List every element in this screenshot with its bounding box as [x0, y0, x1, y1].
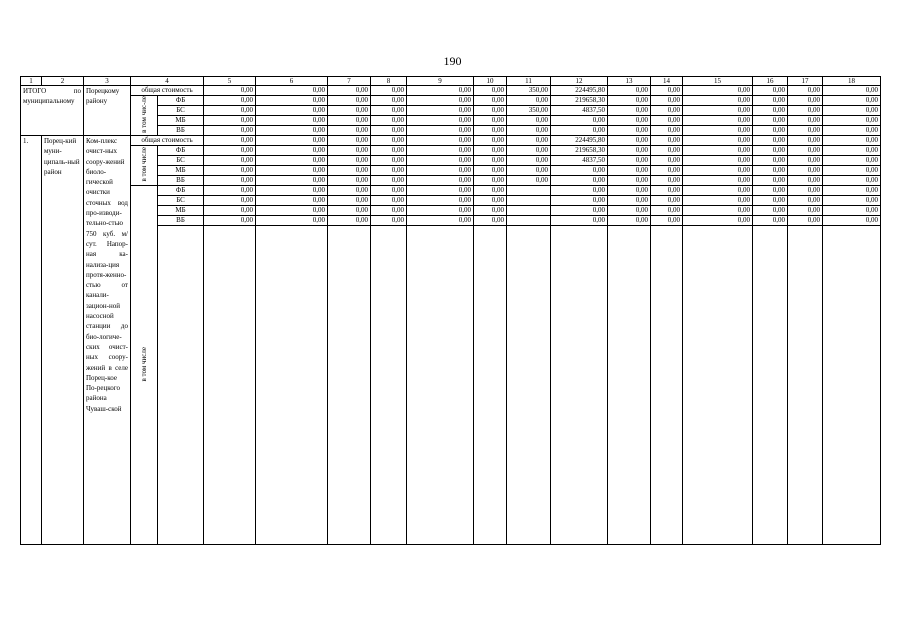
table-cell-value: 0,00 [474, 86, 507, 96]
table-cell-value: 0,00 [608, 106, 651, 116]
table-cell-value: 0,00 [608, 176, 651, 186]
table-cell-value: 0,00 [823, 166, 881, 176]
type-label: общая стоимость [131, 136, 204, 146]
table-cell-value: 0,00 [788, 146, 823, 156]
table-cell-value: 0,00 [608, 196, 651, 206]
type-label: общая стоимость [131, 86, 204, 96]
table-cell-value: 0,00 [204, 206, 256, 216]
table-cell-value: 0,00 [328, 206, 371, 216]
table-cell-value: 0,00 [474, 216, 507, 226]
table-cell-value: 0,00 [204, 216, 256, 226]
table-cell-value: 0,00 [823, 186, 881, 196]
table-cell-value: 0,00 [507, 156, 551, 166]
blank-cell [551, 226, 608, 545]
blank-cell [507, 226, 551, 545]
incl-label-text: в том чис-ле [139, 96, 148, 133]
blank-cell [823, 226, 881, 545]
table-cell-value: 0,00 [474, 136, 507, 146]
table-cell-value: 0,00 [474, 206, 507, 216]
table-cell-value: 0,00 [788, 166, 823, 176]
table-cell-value: 0,00 [683, 166, 753, 176]
table-cell-value: 0,00 [683, 206, 753, 216]
table-cell-value: 0,00 [328, 106, 371, 116]
table-cell-value: 0,00 [328, 186, 371, 196]
table-cell-value: 0,00 [823, 136, 881, 146]
table-row [21, 146, 881, 156]
table-cell-value: 0,00 [651, 116, 683, 126]
table-cell-value: 0,00 [788, 206, 823, 216]
blank-cell [328, 226, 371, 545]
table-cell-value: 0,00 [371, 206, 407, 216]
table-cell-value: 0,00 [683, 96, 753, 106]
table-cell-value: 0,00 [608, 146, 651, 156]
table-cell-value: 0,00 [823, 106, 881, 116]
table-cell-value: 0,00 [651, 126, 683, 136]
table-cell-value: 0,00 [651, 96, 683, 106]
table-cell-value: 0,00 [474, 176, 507, 186]
table-cell-value: 0,00 [256, 146, 328, 156]
table-cell-value: 0,00 [204, 116, 256, 126]
table-cell-value: 0,00 [407, 216, 474, 226]
table-cell-value: 4837,50 [551, 106, 608, 116]
table-cell-value: 0,00 [407, 116, 474, 126]
table-cell-value: 0,00 [551, 166, 608, 176]
table-cell-value: 0,00 [823, 196, 881, 206]
source-label: ФБ [158, 96, 204, 106]
table-cell-value: 0,00 [474, 166, 507, 176]
table-cell-value: 0,00 [651, 216, 683, 226]
table-cell-value: 0,00 [823, 126, 881, 136]
column-number: 1 [21, 77, 42, 86]
table-cell-value: 0,00 [507, 146, 551, 156]
table-cell-value: 4837,50 [551, 156, 608, 166]
source-label: БС [158, 196, 204, 206]
table-cell-value: 0,00 [328, 86, 371, 96]
table-cell-value: 0,00 [551, 126, 608, 136]
column-number: 6 [256, 77, 328, 86]
total-label-district: Порецкому району [84, 86, 131, 136]
table-cell-value: 0,00 [407, 106, 474, 116]
table-cell-value: 0,00 [823, 216, 881, 226]
table-cell-value: 0,00 [507, 126, 551, 136]
table-cell-value: 0,00 [204, 136, 256, 146]
source-label: ФБ [158, 186, 204, 196]
table-cell-value: 0,00 [474, 116, 507, 126]
source-label: БС [158, 156, 204, 166]
table-cell-value: 0,00 [788, 116, 823, 126]
column-number: 13 [608, 77, 651, 86]
table-cell-value: 0,00 [507, 176, 551, 186]
incl-label-text: в том числе [139, 147, 148, 182]
column-number: 14 [651, 77, 683, 86]
source-label: ФБ [158, 146, 204, 156]
table-cell-value: 0,00 [328, 166, 371, 176]
column-number: 2 [42, 77, 84, 86]
table-row [21, 186, 881, 196]
table-cell-value: 0,00 [371, 146, 407, 156]
table-cell-value: 0,00 [407, 146, 474, 156]
table-cell-value: 0,00 [551, 216, 608, 226]
project-description: Ком-плекс очист-ных соору-жений биоло-гической очистки сточных вод про-изводи-тельно-стью 750 куб. м/сут. Напор-ная ка-нализа-ция протя-женно-стью от канали-зацион-ной насосной станции до био-логиче-ских очист-ных соору-жений в селе Порец-кое По-рецкого района Чуваш-ской [84, 136, 131, 545]
table-cell-value: 0,00 [371, 116, 407, 126]
table-cell-value: 0,00 [474, 106, 507, 116]
table-cell-value: 0,00 [788, 216, 823, 226]
column-number: 11 [507, 77, 551, 86]
source-label: ВБ [158, 176, 204, 186]
table-cell-value: 0,00 [204, 156, 256, 166]
table-cell-value: 0,00 [256, 136, 328, 146]
table-cell-value: 0,00 [204, 106, 256, 116]
table-cell-value: 0,00 [204, 96, 256, 106]
table-cell-value: 0,00 [407, 176, 474, 186]
blank-cell [371, 226, 407, 545]
table-cell-value: 0,00 [753, 86, 788, 96]
blank-cell [204, 226, 256, 545]
blank-cell [608, 226, 651, 545]
column-number: 15 [683, 77, 753, 86]
table-cell-value: 0,00 [683, 156, 753, 166]
table-cell-value: 0,00 [256, 186, 328, 196]
blank-cell [651, 226, 683, 545]
table-cell-value: 0,00 [256, 166, 328, 176]
table-cell-value: 0,00 [328, 146, 371, 156]
table-cell-value: 0,00 [753, 106, 788, 116]
table-cell-value: 0,00 [608, 206, 651, 216]
table-cell-value: 0,00 [328, 96, 371, 106]
table-cell-value: 0,00 [788, 136, 823, 146]
table-cell-value: 0,00 [371, 136, 407, 146]
table-cell-value: 0,00 [328, 196, 371, 206]
table-cell-value: 0,00 [204, 126, 256, 136]
table-cell-value: 0,00 [683, 116, 753, 126]
table-cell-value: 0,00 [683, 86, 753, 96]
column-number: 9 [407, 77, 474, 86]
table-cell-value: 0,00 [328, 126, 371, 136]
table-cell-value: 0,00 [474, 126, 507, 136]
table-cell-value: 0,00 [608, 96, 651, 106]
table-cell-value: 0,00 [753, 156, 788, 166]
table-cell-value: 0,00 [407, 156, 474, 166]
total-label: ИТОГО по муниципальному [21, 86, 84, 136]
source-label: МБ [158, 206, 204, 216]
table-cell-value: 0,00 [788, 126, 823, 136]
table-cell-value: 0,00 [371, 96, 407, 106]
table-cell-value: 0,00 [256, 116, 328, 126]
column-number: 12 [551, 77, 608, 86]
blank-cell [474, 226, 507, 545]
table-cell-value: 0,00 [608, 86, 651, 96]
table-cell-value: 0,00 [407, 166, 474, 176]
table-cell-value: 0,00 [753, 176, 788, 186]
table-cell-value: 0,00 [683, 136, 753, 146]
blank-cell [256, 226, 328, 545]
table-cell-value: 0,00 [204, 196, 256, 206]
blank-cell [407, 226, 474, 545]
table-cell-value: 0,00 [823, 116, 881, 126]
table-cell-value: 0,00 [651, 106, 683, 116]
table-cell-value: 0,00 [256, 156, 328, 166]
column-number: 4 [131, 77, 204, 86]
table-row [21, 86, 881, 96]
table-cell-value: 0,00 [823, 96, 881, 106]
table-cell-value: 0,00 [608, 166, 651, 176]
table-cell-value: 0,00 [371, 176, 407, 186]
table-cell-value: 0,00 [256, 216, 328, 226]
table-cell-value: 0,00 [204, 176, 256, 186]
table-cell-value: 219658,30 [551, 146, 608, 156]
column-number: 18 [823, 77, 881, 86]
column-number-row [21, 77, 881, 86]
table-cell-value: 0,00 [823, 206, 881, 216]
row-number: 1. [21, 136, 42, 545]
table-cell-value: 0,00 [651, 146, 683, 156]
table-cell-value: 0,00 [651, 86, 683, 96]
table-cell-value: 0,00 [407, 86, 474, 96]
incl-label [131, 146, 158, 186]
district-name: Порец-кий муни-ципаль-ный район [42, 136, 84, 545]
table-cell-value: 0,00 [407, 196, 474, 206]
source-label: МБ [158, 116, 204, 126]
table-cell-value: 0,00 [474, 96, 507, 106]
table-cell-value: 0,00 [371, 86, 407, 96]
column-number: 7 [328, 77, 371, 86]
table-cell-value: 0,00 [371, 166, 407, 176]
table-cell-value: 0,00 [256, 106, 328, 116]
table-cell-value: 0,00 [823, 146, 881, 156]
table-cell-value: 0,00 [256, 126, 328, 136]
source-label: ВБ [158, 126, 204, 136]
table-row [21, 136, 881, 146]
table-cell-value: 0,00 [371, 196, 407, 206]
table-cell-value: 0,00 [371, 126, 407, 136]
table-cell-value: 0,00 [371, 106, 407, 116]
blank-cell [158, 226, 204, 545]
table-cell-value: 0,00 [551, 116, 608, 126]
table-cell-value: 0,00 [608, 116, 651, 126]
table-cell-value: 219658,30 [551, 96, 608, 106]
table-cell-value: 0,00 [328, 136, 371, 146]
table-cell-value: 0,00 [474, 186, 507, 196]
table-cell-value: 0,00 [474, 196, 507, 206]
table-cell-value: 0,00 [753, 196, 788, 206]
table-cell-value: 0,00 [651, 166, 683, 176]
table-cell-value: 224495,80 [551, 136, 608, 146]
table-cell-value: 0,00 [407, 206, 474, 216]
table-cell-value: 0,00 [788, 156, 823, 166]
incl-label [131, 186, 158, 545]
table-cell-value: 0,00 [651, 206, 683, 216]
table-row [21, 96, 881, 106]
table-cell-value: 0,00 [753, 136, 788, 146]
table-cell-value: 0,00 [788, 106, 823, 116]
column-number: 10 [474, 77, 507, 86]
table-cell-value: 0,00 [753, 96, 788, 106]
table-cell-value: 0,00 [651, 176, 683, 186]
table-cell-value: 0,00 [204, 166, 256, 176]
table-cell-value: 0,00 [551, 196, 608, 206]
table-cell-value: 0,00 [753, 166, 788, 176]
table-cell-value: 0,00 [551, 176, 608, 186]
blank-cell [683, 226, 753, 545]
table-cell-value: 350,00 [507, 106, 551, 116]
table-cell-value: 0,00 [551, 186, 608, 196]
source-label: МБ [158, 166, 204, 176]
table-cell-value: 0,00 [683, 186, 753, 196]
table-cell-value: 0,00 [256, 176, 328, 186]
table-cell-value: 0,00 [474, 146, 507, 156]
column-number: 17 [788, 77, 823, 86]
table-cell-value: 0,00 [474, 156, 507, 166]
table-cell-value: 0,00 [204, 186, 256, 196]
table-cell-value: 0,00 [256, 86, 328, 96]
table-cell-value: 0,00 [256, 196, 328, 206]
table-cell-value [507, 206, 551, 216]
table-cell-value: 0,00 [407, 96, 474, 106]
table-cell-value: 0,00 [371, 156, 407, 166]
table-cell-value: 0,00 [683, 216, 753, 226]
table-cell-value: 0,00 [683, 176, 753, 186]
table-cell-value: 0,00 [788, 86, 823, 96]
table-cell-value: 0,00 [651, 156, 683, 166]
table-cell-value: 0,00 [788, 176, 823, 186]
blank-cell [788, 226, 823, 545]
table-cell-value: 0,00 [204, 146, 256, 156]
table-cell-value: 0,00 [683, 126, 753, 136]
table-cell-value: 0,00 [551, 206, 608, 216]
table-cell-value: 0,00 [507, 96, 551, 106]
table-cell-value: 0,00 [328, 216, 371, 226]
table-cell-value: 0,00 [683, 196, 753, 206]
table-cell-value: 0,00 [507, 116, 551, 126]
table-cell-value: 0,00 [651, 196, 683, 206]
table-cell-value: 0,00 [608, 216, 651, 226]
table-cell-value: 0,00 [256, 96, 328, 106]
table-cell-value: 0,00 [328, 176, 371, 186]
table-cell-value: 0,00 [753, 216, 788, 226]
table-cell-value [507, 216, 551, 226]
table-cell-value: 0,00 [651, 186, 683, 196]
table-cell-value: 0,00 [328, 116, 371, 126]
table-cell-value: 0,00 [407, 186, 474, 196]
table-cell-value: 0,00 [371, 186, 407, 196]
table-cell-value: 0,00 [256, 206, 328, 216]
table-cell-value: 0,00 [683, 106, 753, 116]
table-cell-value: 0,00 [753, 116, 788, 126]
table-cell-value: 0,00 [753, 206, 788, 216]
table-cell-value: 0,00 [371, 216, 407, 226]
table-cell-value: 0,00 [507, 136, 551, 146]
table-cell-value: 0,00 [753, 126, 788, 136]
table-cell-value: 0,00 [407, 126, 474, 136]
table-cell-value: 0,00 [608, 126, 651, 136]
table-cell-value: 0,00 [753, 146, 788, 156]
incl-label [131, 96, 158, 136]
table-cell-value: 0,00 [753, 186, 788, 196]
table-cell-value [507, 196, 551, 206]
table-cell-value: 0,00 [651, 136, 683, 146]
column-number: 3 [84, 77, 131, 86]
table-cell-value: 0,00 [788, 96, 823, 106]
blank-cell [753, 226, 788, 545]
table-cell-value: 0,00 [823, 86, 881, 96]
incl-label-text: в том числе [139, 346, 148, 382]
column-number: 5 [204, 77, 256, 86]
table-cell-value: 0,00 [608, 136, 651, 146]
table-cell-value: 224495,80 [551, 86, 608, 96]
table-cell-value: 0,00 [608, 156, 651, 166]
table-cell-value: 0,00 [823, 176, 881, 186]
budget-table [20, 76, 881, 545]
table-cell-value: 0,00 [788, 196, 823, 206]
table-cell-value: 0,00 [788, 186, 823, 196]
table-cell-value: 0,00 [823, 156, 881, 166]
table-cell-value [507, 186, 551, 196]
table-cell-value: 0,00 [683, 146, 753, 156]
table-cell-value: 0,00 [608, 186, 651, 196]
column-number: 8 [371, 77, 407, 86]
column-number: 16 [753, 77, 788, 86]
table-cell-value: 0,00 [507, 166, 551, 176]
table-cell-value: 350,00 [507, 86, 551, 96]
table-cell-value: 0,00 [204, 86, 256, 96]
page-number: 190 [443, 54, 462, 68]
table-cell-value: 0,00 [328, 156, 371, 166]
source-label: ВБ [158, 216, 204, 226]
table-cell-value: 0,00 [407, 136, 474, 146]
source-label: БС [158, 106, 204, 116]
